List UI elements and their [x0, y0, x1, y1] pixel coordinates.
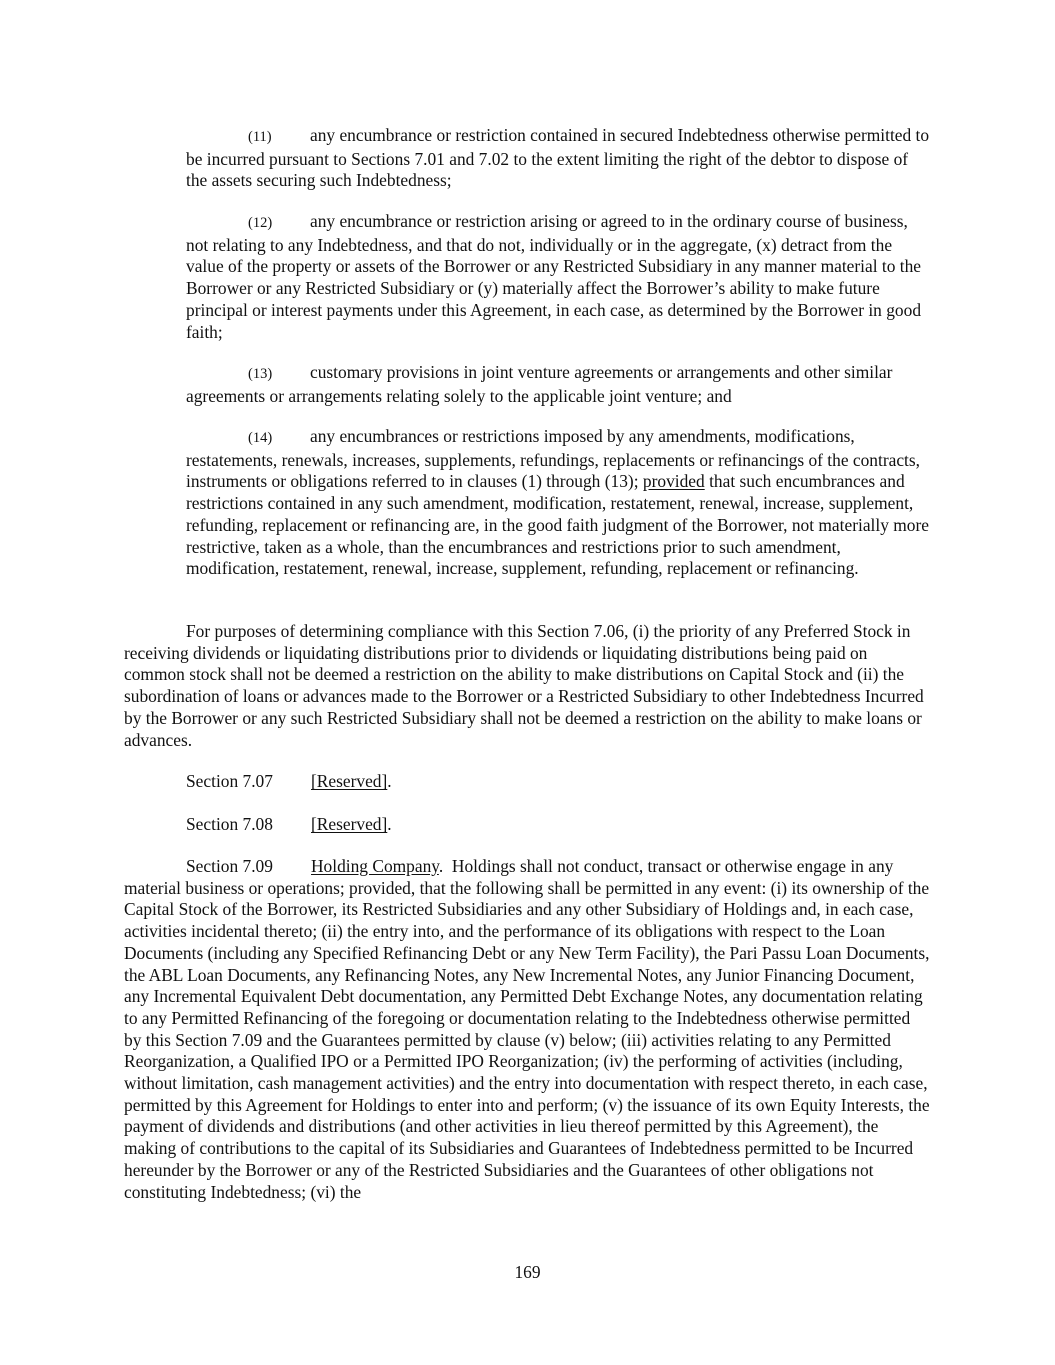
clause-12 [186, 211, 931, 343]
clause-text: customary provisions in joint venture agreements or arrangements and other similar agreements or arrangements relating solely to the applicable joint venture; and [186, 362, 893, 406]
purposes-paragraph: For purposes of determining compliance with this Section 7.06, (i) the priority of any Preferred Stock in receiving dividends or liquidating distributions prior to dividends or liquidating distributions being paid on common stock shall not be deemed a restriction on the ability to make distributions on Capital Stock and (ii) the subordination of loans or advances made to the Borrower or a Restricted Subsidiary to other Indebtedness Incurred by the Borrower or any such Restricted Subsidiary shall not be deemed a restriction on the ability to make loans or advances. [124, 621, 924, 750]
clause-11 [186, 125, 931, 192]
clause-number: (14) [248, 430, 273, 446]
clause-text: any encumbrance or restriction contained in secured Indebtedness otherwise permitted to be incurred pursuant to Sections 7.01 and 7.02 to the extent limiting the right of the debtor to dispose of the assets securing such Indebtedness; [186, 125, 930, 191]
clause-text: any encumbrance or restriction arising or agreed to in the ordinary course of business, not relating to any Indebtedness, and that do not, individually or in the aggregate, (x) detract from the value of the property or assets of the Borrower or any Restricted Subsidiary in any manner material to the Borrower or any Restricted Subsidiary or (y) materially affect the Borrower’s ability to make future principal or interest payments under this Agreement, in each case, as determined by the Borrower in good faith; [186, 211, 922, 342]
section-7-08 [186, 814, 392, 836]
section-number: Section 7.09 [186, 856, 273, 876]
section-body: Holdings shall not conduct, transact or otherwise engage in any material business or operations; provided, that the following shall be permitted in any event: (i) its ownership of the Capital Stock of the Borrower, its Restricted Subsidiaries and any other Subsidiary of Holdings and, in each case, activities incidental thereto; (ii) the entry into, and the performance of its obligations with respect to the Loan Documents (including any Specified Refinancing Debt or any New Term Facility), the Pari Passu Loan Documents, the ABL Loan Documents, any Refinancing Notes, any New Incremental Notes, any Junior Financing Document, any Incremental Equivalent Debt documentation, any Permitted Debt Exchange Notes, any documentation relating to any Permitted Refinancing of the foregoing or documentation relating to the Indebtedness otherwise permitted by this Section 7.09 and the Guarantees permitted by clause (v) below; (iii) activities relating to any Permitted Reorganization, a Qualified IPO or a Permitted IPO Reorganization; (iv) the performing of activities (including, without limitation, cash management activities) and the entry into documentation with respect thereto, in each case, permitted by this Agreement for Holdings to enter into and perform; (v) the issuance of its own Equity Interests, the payment of dividends and distributions (and other activities in lieu thereof permitted by this Agreement), the making of contributions to the capital of its Subsidiaries and Guarantees of Indebtedness permitted to be Incurred hereunder by the Borrower or any of the Restricted Subsidiaries and the Guarantees of other obligations not constituting Indebtedness; (vi) the [124, 856, 930, 1202]
clause-text-continued: that such encumbrances and restrictions contained in any such amendment, modification, restatement, renewal, increase, supplement, refunding, replacement or refinancing are, in the good faith judgment of the Borrower, not materially more restrictive, taken as a whole, than the encumbrances and restrictions prior to such amendment, modification, restatement, renewal, increase, supplement, refunding, replacement or refinancing. [186, 471, 929, 579]
section-title: [Reserved] [311, 771, 388, 791]
section-title: [Reserved] [311, 814, 388, 834]
section-title-period: . [387, 771, 392, 791]
section-title: Holding Company [311, 856, 439, 876]
section-7-07 [186, 771, 392, 793]
section-number: Section 7.07 [186, 771, 273, 791]
clause-number: (13) [248, 366, 273, 382]
section-title-period: . [438, 856, 444, 876]
section-title-period: . [387, 814, 392, 834]
section-7-09 [124, 856, 931, 1203]
clause-number: (11) [248, 129, 272, 145]
section-number: Section 7.08 [186, 814, 273, 834]
page-number: 169 [514, 1262, 541, 1282]
clause-13 [186, 362, 931, 407]
provided-term: provided [642, 471, 705, 492]
clause-14 [186, 426, 931, 580]
clause-number: (12) [248, 215, 273, 231]
clause-text: any encumbrances or restrictions imposed by any amendments, modifications, restatements, renewals, increases, supplements, refundings, replacements or refinancings of the contracts, instruments or obligations referred to in clauses (1) through (13); [186, 426, 921, 492]
